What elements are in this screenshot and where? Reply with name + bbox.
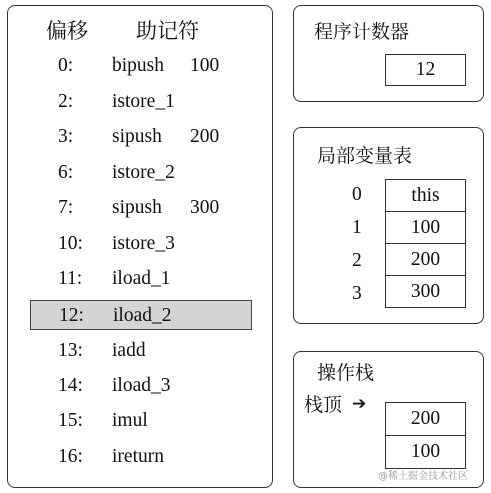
slot-value: 200 xyxy=(385,243,466,276)
instruction-offset: 11: xyxy=(58,268,83,289)
instruction-opcode: istore_2 xyxy=(112,162,175,183)
slot-value: 100 xyxy=(385,211,466,244)
instruction-row xyxy=(30,193,252,223)
instruction-operand: 100 xyxy=(190,55,220,76)
instruction-row xyxy=(30,229,252,259)
instruction-opcode: sipush xyxy=(112,126,162,147)
slot-index: 1 xyxy=(352,217,362,238)
instruction-opcode: imul xyxy=(112,410,148,431)
instruction-row xyxy=(30,336,252,366)
operand-stack-title: 操作栈 xyxy=(317,362,375,384)
mnemonic-header: 助记符 xyxy=(136,19,199,43)
watermark: @稀土掘金技术社区 xyxy=(378,471,468,482)
instruction-opcode: iload_1 xyxy=(112,268,171,289)
local-variable-table-panel xyxy=(293,127,484,324)
program-counter-panel xyxy=(293,5,484,102)
slot-value: this xyxy=(385,179,466,212)
instruction-row xyxy=(30,406,252,436)
instruction-opcode: istore_1 xyxy=(112,91,175,112)
instruction-operand: 200 xyxy=(190,126,220,147)
instruction-offset: 14: xyxy=(58,375,83,396)
instruction-row xyxy=(30,264,252,294)
instruction-offset: 13: xyxy=(58,340,83,361)
instruction-opcode: bipush xyxy=(112,55,165,76)
instruction-opcode: iadd xyxy=(112,340,146,361)
instruction-offset: 6: xyxy=(58,162,74,183)
program-counter-value: 12 xyxy=(385,54,466,86)
instruction-row xyxy=(30,122,252,152)
instruction-operand: 300 xyxy=(190,197,220,218)
program-counter-title: 程序计数器 xyxy=(314,21,410,43)
arrow-right-icon: ➔ xyxy=(352,394,367,414)
instruction-offset: 2: xyxy=(58,91,74,112)
stack-top-label: 栈顶 xyxy=(304,394,343,416)
bytecode-panel xyxy=(7,5,273,488)
offset-header: 偏移 xyxy=(46,19,88,43)
instruction-row xyxy=(30,87,252,117)
instruction-row xyxy=(30,442,252,472)
slot-index: 3 xyxy=(352,283,362,304)
instruction-offset: 16: xyxy=(58,446,83,467)
slot-index: 0 xyxy=(352,184,362,205)
stack-slot: 200 xyxy=(385,402,466,436)
instruction-row xyxy=(30,371,252,401)
instruction-offset: 0: xyxy=(58,55,74,76)
instruction-opcode: iload_3 xyxy=(112,375,171,396)
instruction-opcode: iload_2 xyxy=(113,305,172,326)
instruction-offset: 15: xyxy=(58,410,83,431)
local-variable-table-title: 局部变量表 xyxy=(317,145,413,167)
stack-slot: 100 xyxy=(385,435,466,469)
instruction-row xyxy=(30,158,252,188)
instruction-offset: 7: xyxy=(58,197,74,218)
instruction-opcode: ireturn xyxy=(112,446,164,467)
instruction-row xyxy=(30,51,252,81)
instruction-opcode: sipush xyxy=(112,197,162,218)
slot-index: 2 xyxy=(352,250,362,271)
instruction-offset: 12: xyxy=(59,305,84,326)
instruction-offset: 10: xyxy=(58,233,83,254)
instruction-opcode: istore_3 xyxy=(112,233,175,254)
current-instruction-row xyxy=(30,300,252,330)
instruction-offset: 3: xyxy=(58,126,74,147)
slot-value: 300 xyxy=(385,275,466,308)
